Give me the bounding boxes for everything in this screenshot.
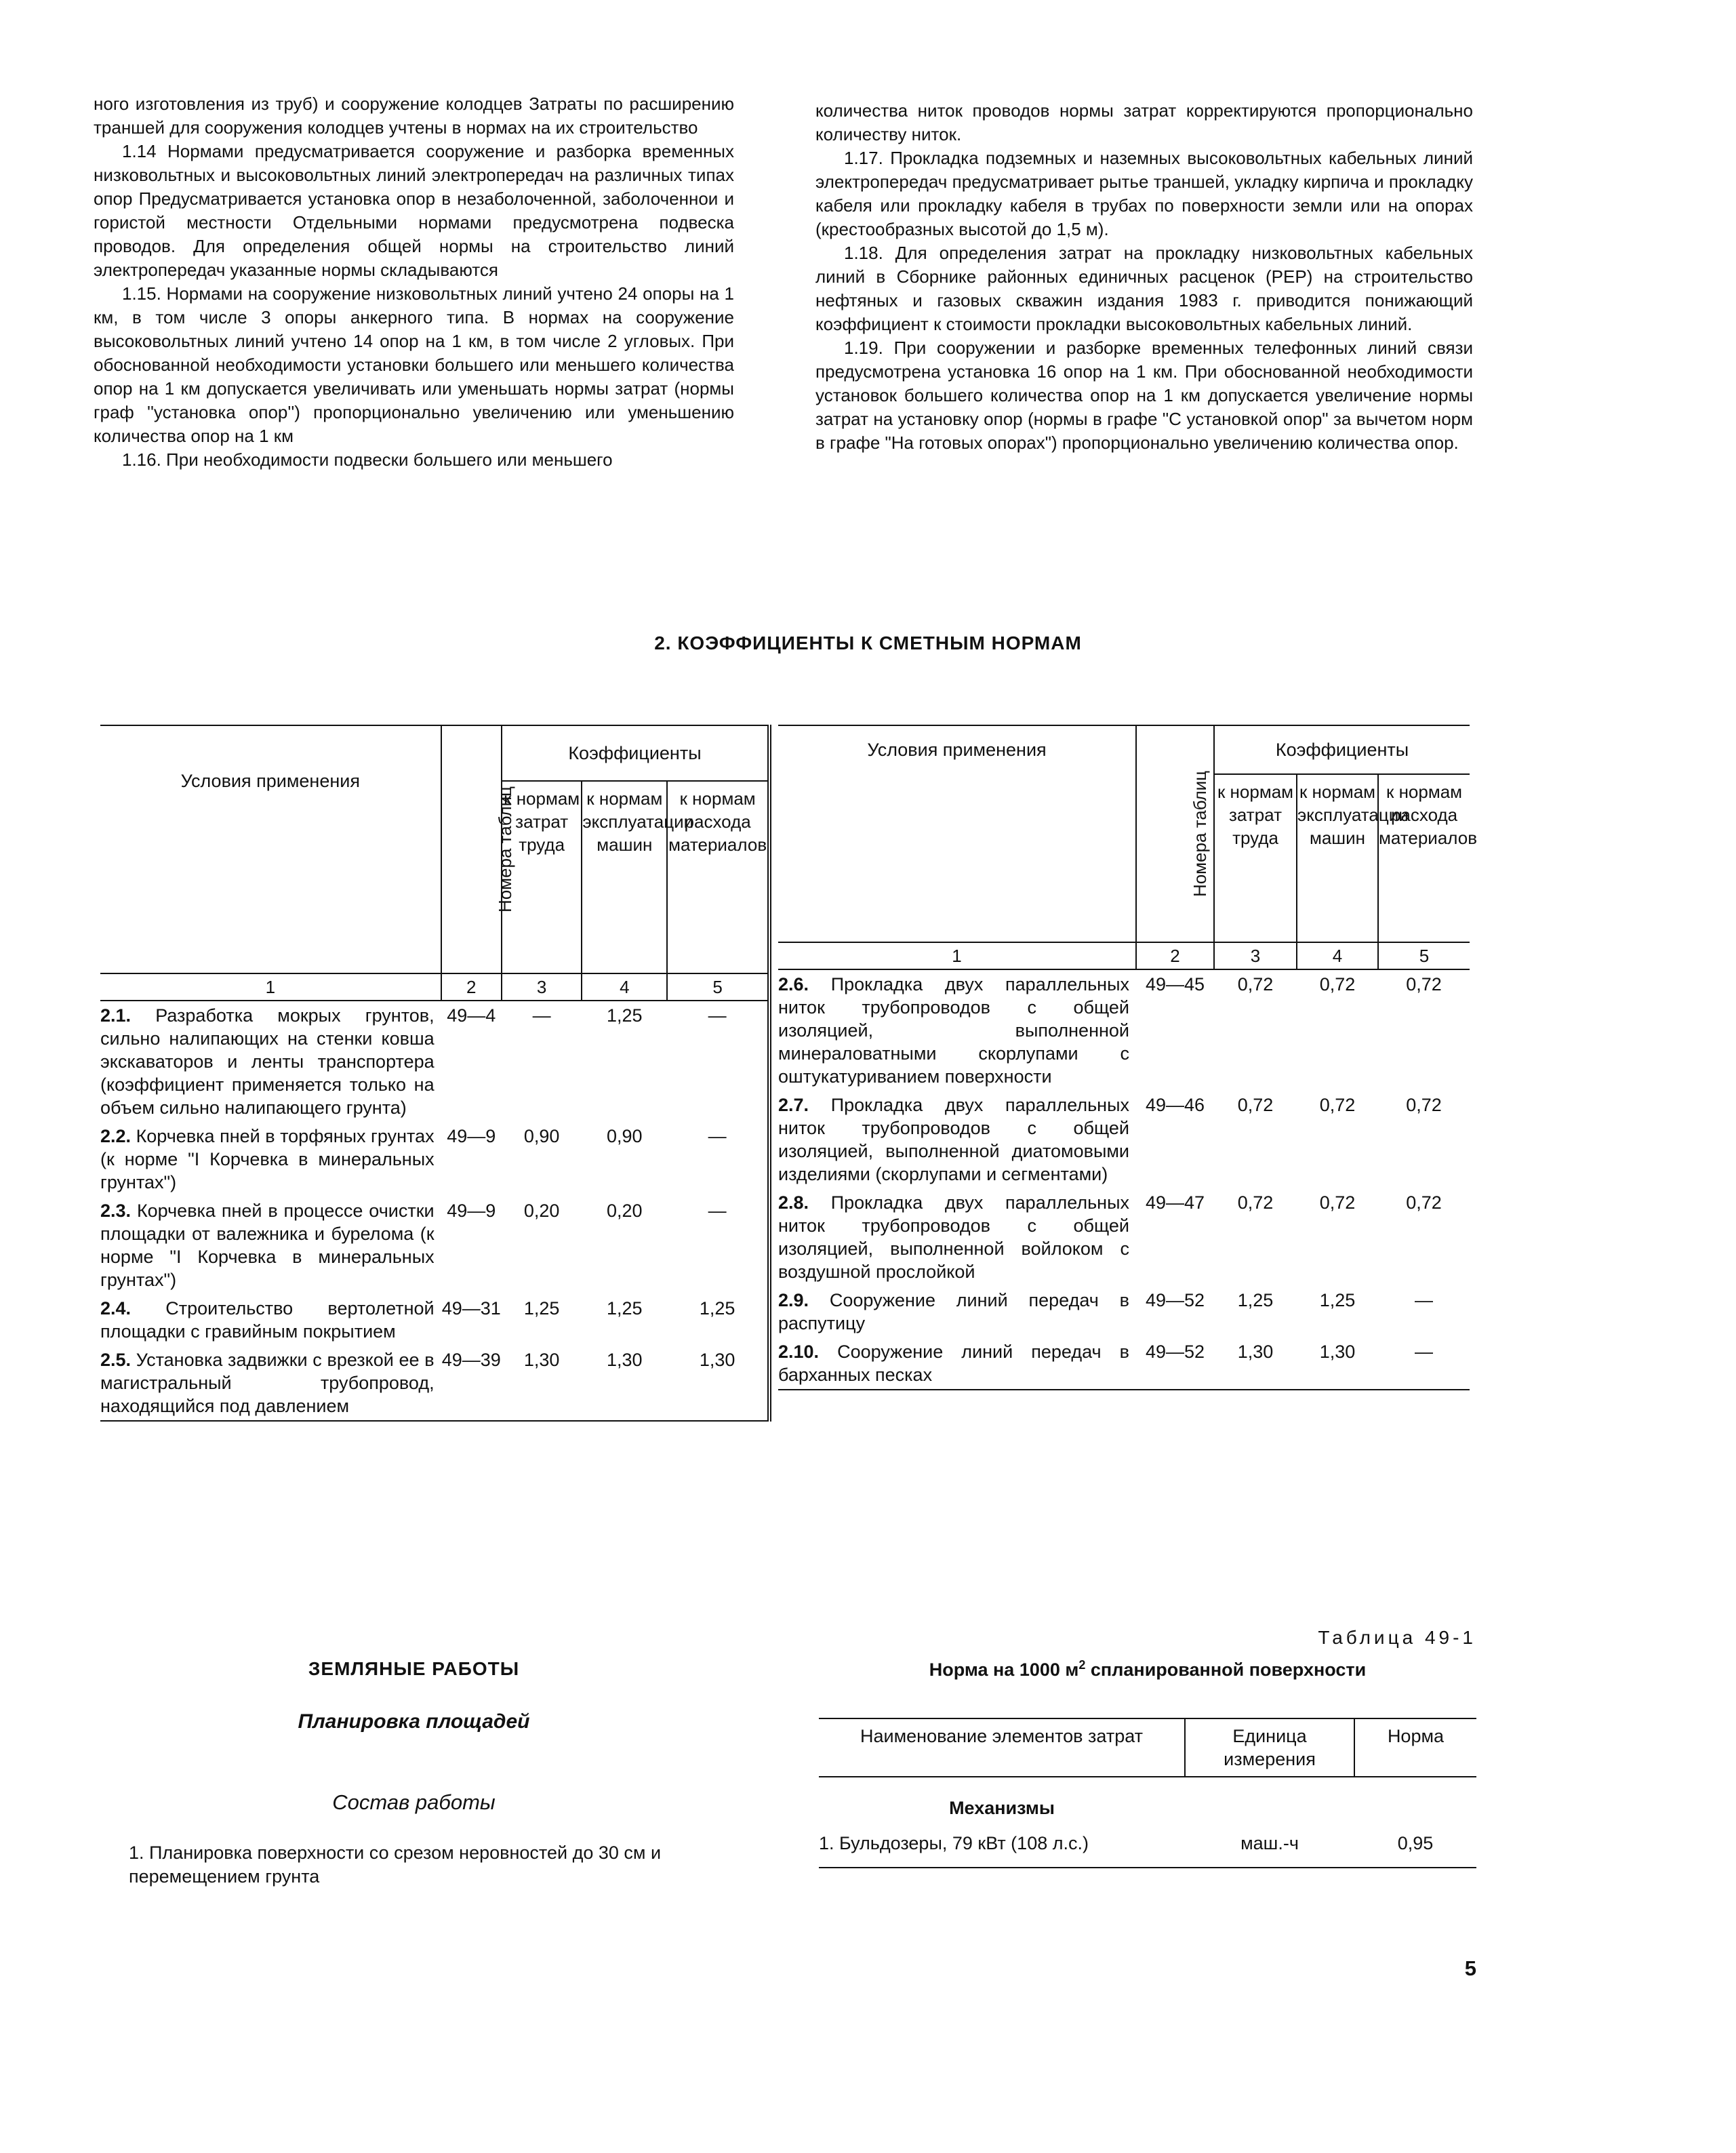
table-cell: 49—52 bbox=[1136, 1337, 1214, 1390]
item-number: 2.6. bbox=[778, 974, 809, 994]
condition-cell bbox=[778, 1337, 1136, 1390]
column-number: 5 bbox=[667, 973, 769, 1001]
conditions-header: Условия применения bbox=[100, 725, 441, 973]
materials-cell: 0,72 bbox=[1406, 1095, 1442, 1115]
materials-coef-header: к нормам расхода материалов bbox=[667, 781, 769, 973]
materials-cell: 1,30 bbox=[667, 1346, 769, 1421]
materials-cell: 1,25 bbox=[667, 1294, 769, 1346]
condition-text: Сооружение линий передач в барханных песках bbox=[778, 1342, 1129, 1385]
table-numbers-header: Номера таблиц bbox=[441, 725, 502, 973]
condition-text: Прокладка двух параллельных ниток трубопроводов с общей изоляцией, выполненной диатомовыми изделиями (скорлупами и сегментами) bbox=[778, 1095, 1129, 1184]
machines-coef-header: к нормам эксплуатации машин bbox=[582, 781, 667, 973]
labor-cell: 0,72 bbox=[1237, 1095, 1274, 1115]
column-number: 3 bbox=[502, 973, 582, 1001]
column-number: 2 bbox=[1136, 942, 1214, 969]
table-cell: 49—31 bbox=[441, 1298, 501, 1319]
coefficients-table-right bbox=[778, 725, 1478, 1390]
table-row bbox=[778, 1337, 1470, 1390]
labor-cell: 0,20 bbox=[523, 1201, 560, 1221]
coefficients-header: Коэффициенты bbox=[502, 725, 769, 781]
materials-cell: 0,72 bbox=[1406, 974, 1442, 994]
paragraph: 1.18. Для определения затрат на прокладку низковольтных кабельных линий в Сборнике районных единичных расценок (РЕР) на строительство нефтяных и газовых скважин издания 1983 г. приводится понижающий коэффициент к стоимости прокладки высоковольтных кабельных линий. bbox=[815, 243, 1473, 334]
work-composition-title: Состав работы bbox=[332, 1790, 496, 1814]
earthworks-subtitle: Планировка площадей bbox=[298, 1710, 530, 1733]
materials-cell: — bbox=[1415, 1290, 1434, 1310]
machines-cell: 1,30 bbox=[1297, 1337, 1378, 1390]
page-number: 5 bbox=[1464, 1956, 1476, 1980]
item-number: 2.5. bbox=[100, 1350, 132, 1370]
coefficients-header: Коэффициенты bbox=[1214, 725, 1470, 774]
condition-cell bbox=[778, 969, 1136, 1091]
table-cell: 49—9 bbox=[447, 1201, 496, 1221]
machines-cell: 1,25 bbox=[1319, 1290, 1356, 1310]
coefficients-table-left bbox=[100, 725, 771, 1422]
condition-cell bbox=[100, 1346, 441, 1421]
materials-cell: — bbox=[667, 1122, 769, 1196]
materials-cell: — bbox=[667, 1001, 769, 1122]
item-number: 2.8. bbox=[778, 1192, 809, 1213]
table-cell: 49—45 bbox=[1145, 974, 1205, 994]
labor-cell: 1,30 bbox=[502, 1346, 582, 1421]
table-cell: 49—4 bbox=[447, 1005, 496, 1026]
condition-cell bbox=[100, 1294, 441, 1346]
labor-cell: 0,72 bbox=[1237, 1192, 1274, 1213]
condition-cell bbox=[100, 1196, 441, 1294]
materials-coef-header: к нормам расхода материалов bbox=[1378, 774, 1470, 942]
condition-text: Сооружение линий передач в распутицу bbox=[778, 1290, 1129, 1333]
column-number: 1 bbox=[778, 942, 1136, 969]
conditions-header: Условия применения bbox=[778, 725, 1136, 942]
paragraph: 1.16. При необходимости подвески большего или меньшего bbox=[122, 449, 613, 470]
condition-text: Прокладка двух параллельных ниток трубопроводов с общей изоляцией, выполненной войлоком с воздушной прослойкой bbox=[778, 1192, 1129, 1282]
condition-cell bbox=[100, 1122, 441, 1196]
machines-cell: 1,25 bbox=[607, 1005, 643, 1026]
condition-cell bbox=[778, 1091, 1136, 1188]
column-number: 5 bbox=[1378, 942, 1470, 969]
machines-coef-header: к нормам эксплуатации машин bbox=[1297, 774, 1378, 942]
table-row bbox=[100, 1196, 769, 1294]
condition-cell bbox=[778, 1188, 1136, 1286]
table-cell: 49—46 bbox=[1145, 1095, 1205, 1115]
materials-cell: — bbox=[667, 1196, 769, 1294]
table-row bbox=[100, 1122, 769, 1196]
table-cell: 49—47 bbox=[1145, 1192, 1205, 1213]
norm-caption: Норма на 1000 $м^2$ спланированной поверхности bbox=[929, 1658, 1367, 1680]
labor-cell: 0,72 bbox=[1237, 974, 1274, 994]
item-number: 2.3. bbox=[100, 1201, 132, 1221]
earthworks-title: ЗЕМЛЯНЫЕ РАБОТЫ bbox=[308, 1658, 520, 1679]
column-number: 2 bbox=[441, 973, 502, 1001]
item-number: 2.7. bbox=[778, 1095, 809, 1115]
table-row bbox=[100, 1294, 769, 1346]
column-number: 4 bbox=[1297, 942, 1378, 969]
column-number: 3 bbox=[1214, 942, 1297, 969]
condition-text: Установка задвижки с врезкой ее в магистральный трубопровод, находящийся под давлением bbox=[100, 1350, 435, 1416]
right-text-column bbox=[815, 99, 1473, 455]
table-row bbox=[819, 1825, 1476, 1868]
group-label: Механизмы bbox=[949, 1798, 1055, 1818]
machines-cell: 0,72 bbox=[1319, 974, 1356, 994]
table-id: Таблица 49-1 bbox=[1318, 1627, 1476, 1648]
table-row bbox=[778, 1091, 1470, 1188]
work-composition-item: 1. Планировка поверхности со срезом неровностей до 30 см и перемещением грунта bbox=[129, 1843, 662, 1887]
paragraph: 1.19. При сооружении и разборке временных телефонных линий связи предусмотрена установка 16 опор на 1 км. При обоснованной необходимости установок большего количества опор на 1 км допускается увеличение нормы затрат на установку опор (нормы в графе "С установкой опор" за вычетом норм в графе "На готовых опорах") пропорционально увеличению количества опор. bbox=[815, 338, 1473, 453]
condition-text: Корчевка пней в процессе очистки площадки от валежника и бурелома (к норме "I Корчевка в минеральных грунтах") bbox=[100, 1201, 435, 1290]
cost-element-cell: 1. Бульдозеры, 79 кВт (108 л.с.) bbox=[819, 1825, 1185, 1868]
condition-text: Строительство вертолетной площадки с гравийным покрытием bbox=[100, 1298, 435, 1342]
table-row bbox=[100, 1001, 769, 1122]
unit-cell: маш.-ч bbox=[1185, 1825, 1354, 1868]
condition-text: Прокладка двух параллельных ниток трубопроводов с общей изоляцией, выполненной минераловатными скорлупами с оштукатуриванием поверхности bbox=[778, 974, 1129, 1087]
condition-cell bbox=[100, 1001, 441, 1122]
table-cell: 49—9 bbox=[447, 1126, 496, 1146]
item-number: 2.1. bbox=[100, 1005, 132, 1026]
labor-cell: 1,25 bbox=[1237, 1290, 1274, 1310]
table-row bbox=[778, 1188, 1470, 1286]
norm-header: Норма bbox=[1354, 1718, 1476, 1777]
norm-cell: 0,95 bbox=[1354, 1825, 1476, 1868]
condition-cell bbox=[778, 1286, 1136, 1337]
paragraph: 1.17. Прокладка подземных и наземных высоковольтных кабельных линий электропередач предусматривает рытье траншей, укладку кирпича и прокладку кабеля или прокладку кабеля в трубах по поверхности земли или на опорах (крестообразных высотой до 1,5 м). bbox=[815, 148, 1473, 239]
paragraph: 1.15. Нормами на сооружение низковольтных линий учтено 24 опоры на 1 км, в том числе 3 опоры анкерного типа. В нормах на сооружение высоковольтных линий учтено 14 опор на 1 км, в том числе 2 угловых. При обоснованной необходимости установки большего или меньшего количества опор на 1 км допускается увеличивать или уменьшать нормы затрат (нормы граф ''установка опор'') пропорционально увеличению или уменьшению количества опор на 1 км bbox=[94, 283, 734, 446]
item-number: 2.10. bbox=[778, 1342, 820, 1362]
machines-cell: 0,90 bbox=[607, 1126, 643, 1146]
labor-cell: 1,25 bbox=[523, 1298, 560, 1319]
machines-cell: 0,20 bbox=[607, 1201, 643, 1221]
item-number: 2.9. bbox=[778, 1290, 809, 1310]
materials-cell: — bbox=[1378, 1337, 1470, 1390]
left-text-column bbox=[94, 92, 734, 472]
machines-cell: 1,25 bbox=[607, 1298, 643, 1319]
machines-cell: 0,72 bbox=[1319, 1095, 1356, 1115]
unit-header: Единица измерения bbox=[1185, 1718, 1354, 1777]
materials-cell: 0,72 bbox=[1406, 1192, 1442, 1213]
labor-cell: 0,90 bbox=[523, 1126, 560, 1146]
condition-text: Корчевка пней в торфяных грунтах (к норме "I Корчевка в минеральных грунтах") bbox=[100, 1126, 435, 1192]
table-cell: 49—39 bbox=[441, 1346, 502, 1421]
item-number: 2.4. bbox=[100, 1298, 132, 1319]
labor-coef-header: к нормам затрат труда bbox=[1214, 774, 1297, 942]
labor-cell: — bbox=[532, 1005, 551, 1026]
machines-cell: 0,72 bbox=[1319, 1192, 1356, 1213]
paragraph: ного изготовления из труб) и сооружение колодцев Затраты по расширению траншей для сооружения колодцев учтены в нормах на их строительство bbox=[94, 94, 734, 138]
table-numbers-header: Номера таблиц bbox=[1136, 725, 1214, 942]
labor-coef-header: к нормам затрат труда bbox=[502, 781, 582, 973]
item-number: 2.2. bbox=[100, 1126, 132, 1146]
table-row bbox=[778, 1286, 1470, 1337]
paragraph: 1.14 Нормами предусматривается сооружение и разборка временных низковольтных и высоковольтных линий электропередач на различных типах опор Предусматривается установка опор в незаболоченной, заболоченнои и гористой местности Отдельными нормами предусмотрена подвеска проводов. Для определения общей нормы на строительство линий электропередач указанные нормы складываются bbox=[94, 141, 734, 280]
table-row bbox=[778, 969, 1470, 1091]
column-number: 4 bbox=[582, 973, 667, 1001]
column-number: 1 bbox=[100, 973, 441, 1001]
table-row bbox=[100, 1346, 769, 1421]
labor-cell: 1,30 bbox=[1214, 1337, 1297, 1390]
norm-table bbox=[819, 1718, 1476, 1868]
condition-text: Разработка мокрых грунтов, сильно налипающих на стенки ковша экскаваторов и ленты транспортера (коэффициент применяется только на объем сильно налипающего грунта) bbox=[100, 1005, 435, 1118]
cost-element-header: Наименование элементов затрат bbox=[819, 1718, 1185, 1777]
paragraph: количества ниток проводов нормы затрат корректируются пропорционально количеству ниток. bbox=[815, 100, 1473, 144]
machines-cell: 1,30 bbox=[582, 1346, 667, 1421]
table-cell: 49—52 bbox=[1145, 1290, 1205, 1310]
section-title: 2. КОЭФФИЦИЕНТЫ К СМЕТНЫМ НОРМАМ bbox=[654, 632, 1082, 653]
